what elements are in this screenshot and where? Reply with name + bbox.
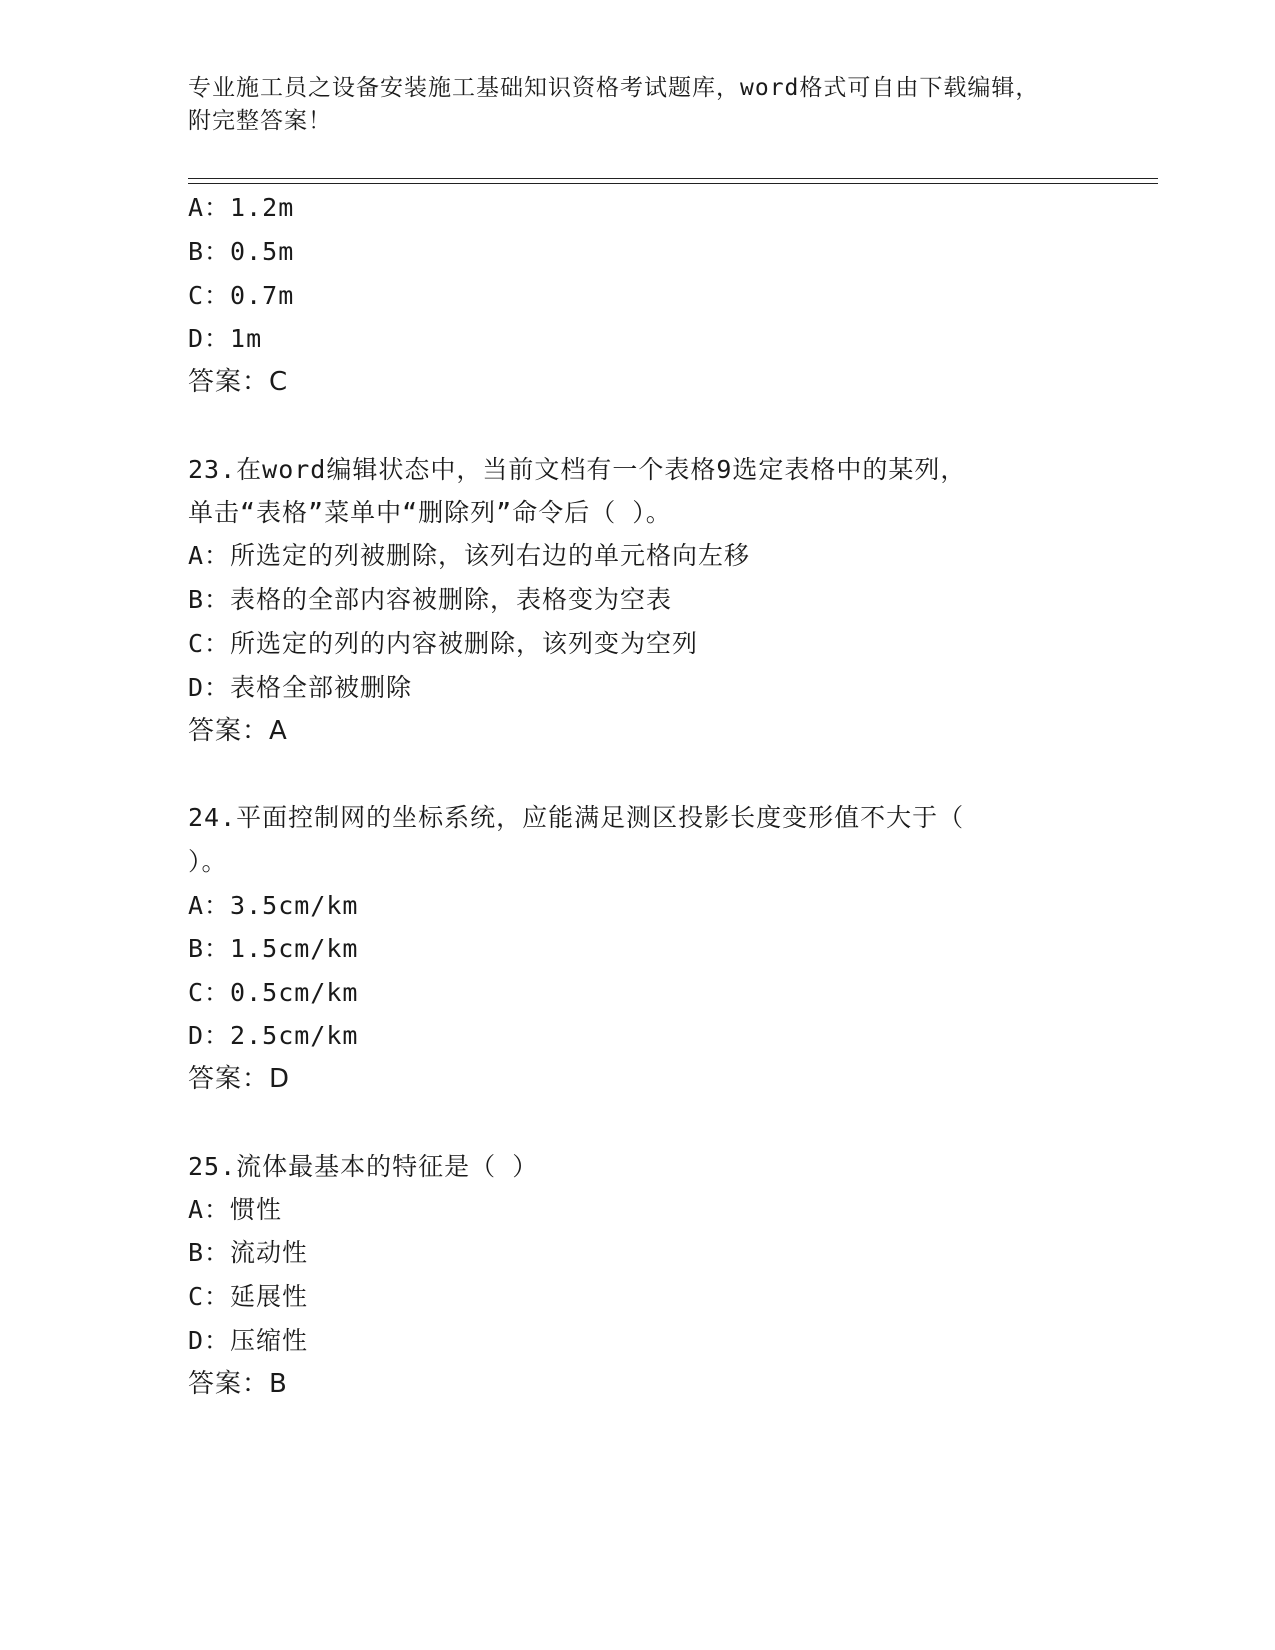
question-23-line-2: 单击“表格”菜单中“删除列”命令后（ ）。 xyxy=(188,498,672,527)
question-24-line-2: ）。 xyxy=(188,847,228,876)
option-d: D：1m xyxy=(188,324,263,353)
option-a: A：惯性 xyxy=(188,1195,283,1224)
option-a: A：所选定的列被删除，该列右边的单元格向左移 xyxy=(188,541,751,570)
option-c: C：延展性 xyxy=(188,1282,309,1311)
answer-line: 答案：B xyxy=(188,1369,288,1399)
option-d: D：2.5cm/km xyxy=(188,1021,359,1050)
header-divider-double xyxy=(188,183,1158,184)
answer-line: 答案：C xyxy=(188,367,289,397)
option-c: C：0.7m xyxy=(188,281,295,310)
header-divider xyxy=(188,178,1158,179)
option-a: A：1.2m xyxy=(188,193,295,222)
option-c: C：所选定的列的内容被删除，该列变为空列 xyxy=(188,629,699,658)
answer-line: 答案：D xyxy=(188,1064,291,1094)
header-line-1: 专业施工员之设备安装施工基础知识资格考试题库，word格式可自由下载编辑， xyxy=(188,75,1040,101)
header-line-2: 附完整答案！ xyxy=(188,108,332,134)
option-c: C：0.5cm/km xyxy=(188,978,359,1007)
document-header xyxy=(188,72,1088,138)
option-b: B：0.5m xyxy=(188,237,295,266)
option-b: B：流动性 xyxy=(188,1238,309,1267)
option-b: B：1.5cm/km xyxy=(188,934,359,963)
question-25-line-1: 25.流体最基本的特征是（ ） xyxy=(188,1152,539,1181)
option-d: D：表格全部被删除 xyxy=(188,673,413,702)
question-24-line-1: 24.平面控制网的坐标系统，应能满足测区投影长度变形值不大于（ xyxy=(188,803,965,832)
option-a: A：3.5cm/km xyxy=(188,891,359,920)
option-d: D：压缩性 xyxy=(188,1326,309,1355)
answer-line: 答案：A xyxy=(188,716,288,746)
question-23-line-1: 23.在word编辑状态中，当前文档有一个表格9选定表格中的某列， xyxy=(188,455,967,484)
option-b: B：表格的全部内容被删除，表格变为空表 xyxy=(188,585,673,614)
